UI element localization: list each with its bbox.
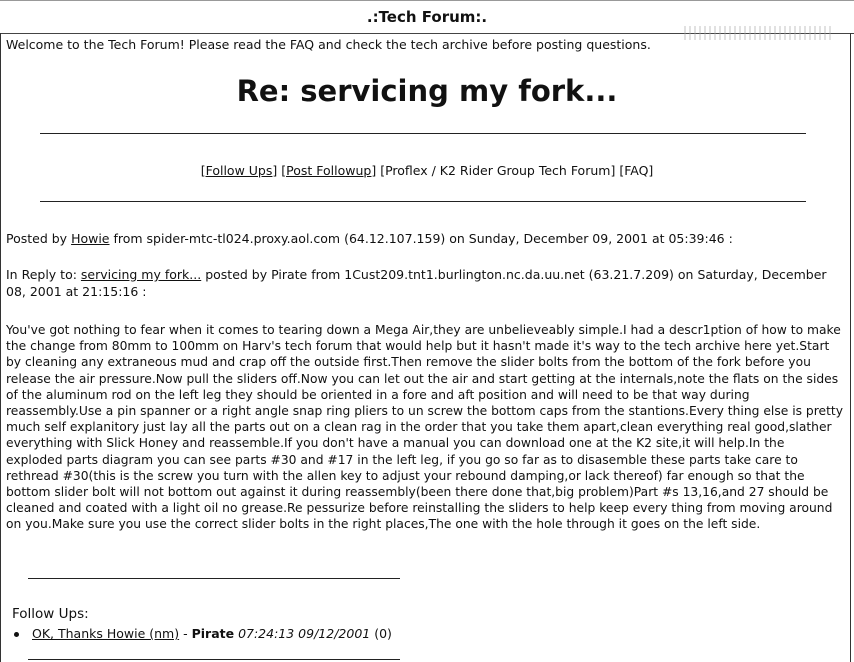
followup-separator: - [179, 626, 192, 641]
followup-author: Pirate [191, 626, 235, 641]
divider-top [40, 133, 806, 134]
reply-details: posted by Pirate from 1Cust209.tnt1.burlington.nc.da.uu.net (63.21.7.209) on Saturday, December 08, 2001 at 21:15:16 : [6, 267, 827, 299]
posted-details: from spider-mtc-tl024.proxy.aol.com (64.12.107.159) on Sunday, December 09, 2001 at 05:39:46 : [109, 231, 733, 246]
divider-nav [40, 201, 806, 202]
follow-ups-link[interactable]: [Follow Ups] [200, 163, 278, 178]
reply-prefix: In Reply to: [6, 267, 81, 282]
forum-header-bar [0, 0, 854, 34]
author-link[interactable]: Howie [71, 231, 110, 246]
divider-followups-top [28, 578, 400, 579]
followup-count: (0) [374, 626, 392, 641]
faq-link[interactable]: [FAQ] [619, 163, 654, 178]
parent-post-link[interactable]: servicing my fork... [80, 267, 202, 282]
posted-prefix: Posted by [6, 231, 72, 246]
post-body: You've got nothing to fear when it comes to tearing down a Mega Air,they are unbelieveably simple.I had a descr1ption of how to make the change from 80mm to 100mm on Harv's tech forum that would help but it hasn't made it's way to the tech archive here yet.Start by cleaning any extraneous mud and crap off the outside first.Then remove the slider bolts from the bottom of the fork before you release the air pressure.Now pull the sliders off.Now you can let out the air and start getting at the internals,note the flats on the sides of the aluminum rod on the left leg they should be oriented in a fore and aft position and will need to be that way during reassembly.Use a pin spanner or a right angle snap ring pliers to un screw the bottom caps from the stantions.Every thing else is pretty much self explanitory just lay all the parts out on a clean rag in the order that you take them apart,clean everything real good,slather everything with Slick Honey and reassemble.If you don't have a manual you can download one at the K2 site,it will help.In the exploded parts diagram you can see parts #30 and #17 in the left leg, if you go so far as to disasemble these parts take care to rethread #30(this is the screw you turn with the allen key to adjust your rebound damping,or lack thereof) far enough so that the bottom slider bolt will not bottom out against it during reassembly(been there done that,big problem)Part #s 13,16,and 27 should be cleaned and coated with a light oil no grease.Re pessurize before reinstalling the sliders to help keep every thing from moving around on you.Make sure you use the correct slider bolts in the right places,The one with the hole through it goes on the left side. [6, 323, 844, 532]
forum-title: .:Tech Forum:. [366, 8, 488, 26]
divider-followups-bottom [28, 659, 400, 660]
followup-link[interactable]: OK, Thanks Howie (nm) [32, 626, 180, 641]
follow-ups-heading: Follow Ups: [12, 606, 89, 622]
welcome-message: Welcome to the Tech Forum! Please read the FAQ and check the tech archive before posting questions. [6, 37, 651, 52]
forum-group-link[interactable]: [Proflex / K2 Rider Group Tech Forum] [380, 163, 616, 178]
post-navigation [0, 163, 854, 178]
post-title: Re: servicing my fork... [236, 74, 618, 108]
followup-datetime: 07:24:13 09/12/2001 [238, 626, 371, 641]
list-item [32, 626, 392, 641]
follow-ups-list [12, 626, 392, 641]
post-followup-link[interactable]: [Post Followup] [281, 163, 377, 178]
in-reply-to-line [6, 266, 841, 300]
bullet-icon [14, 632, 19, 637]
posted-by-line [6, 231, 733, 246]
